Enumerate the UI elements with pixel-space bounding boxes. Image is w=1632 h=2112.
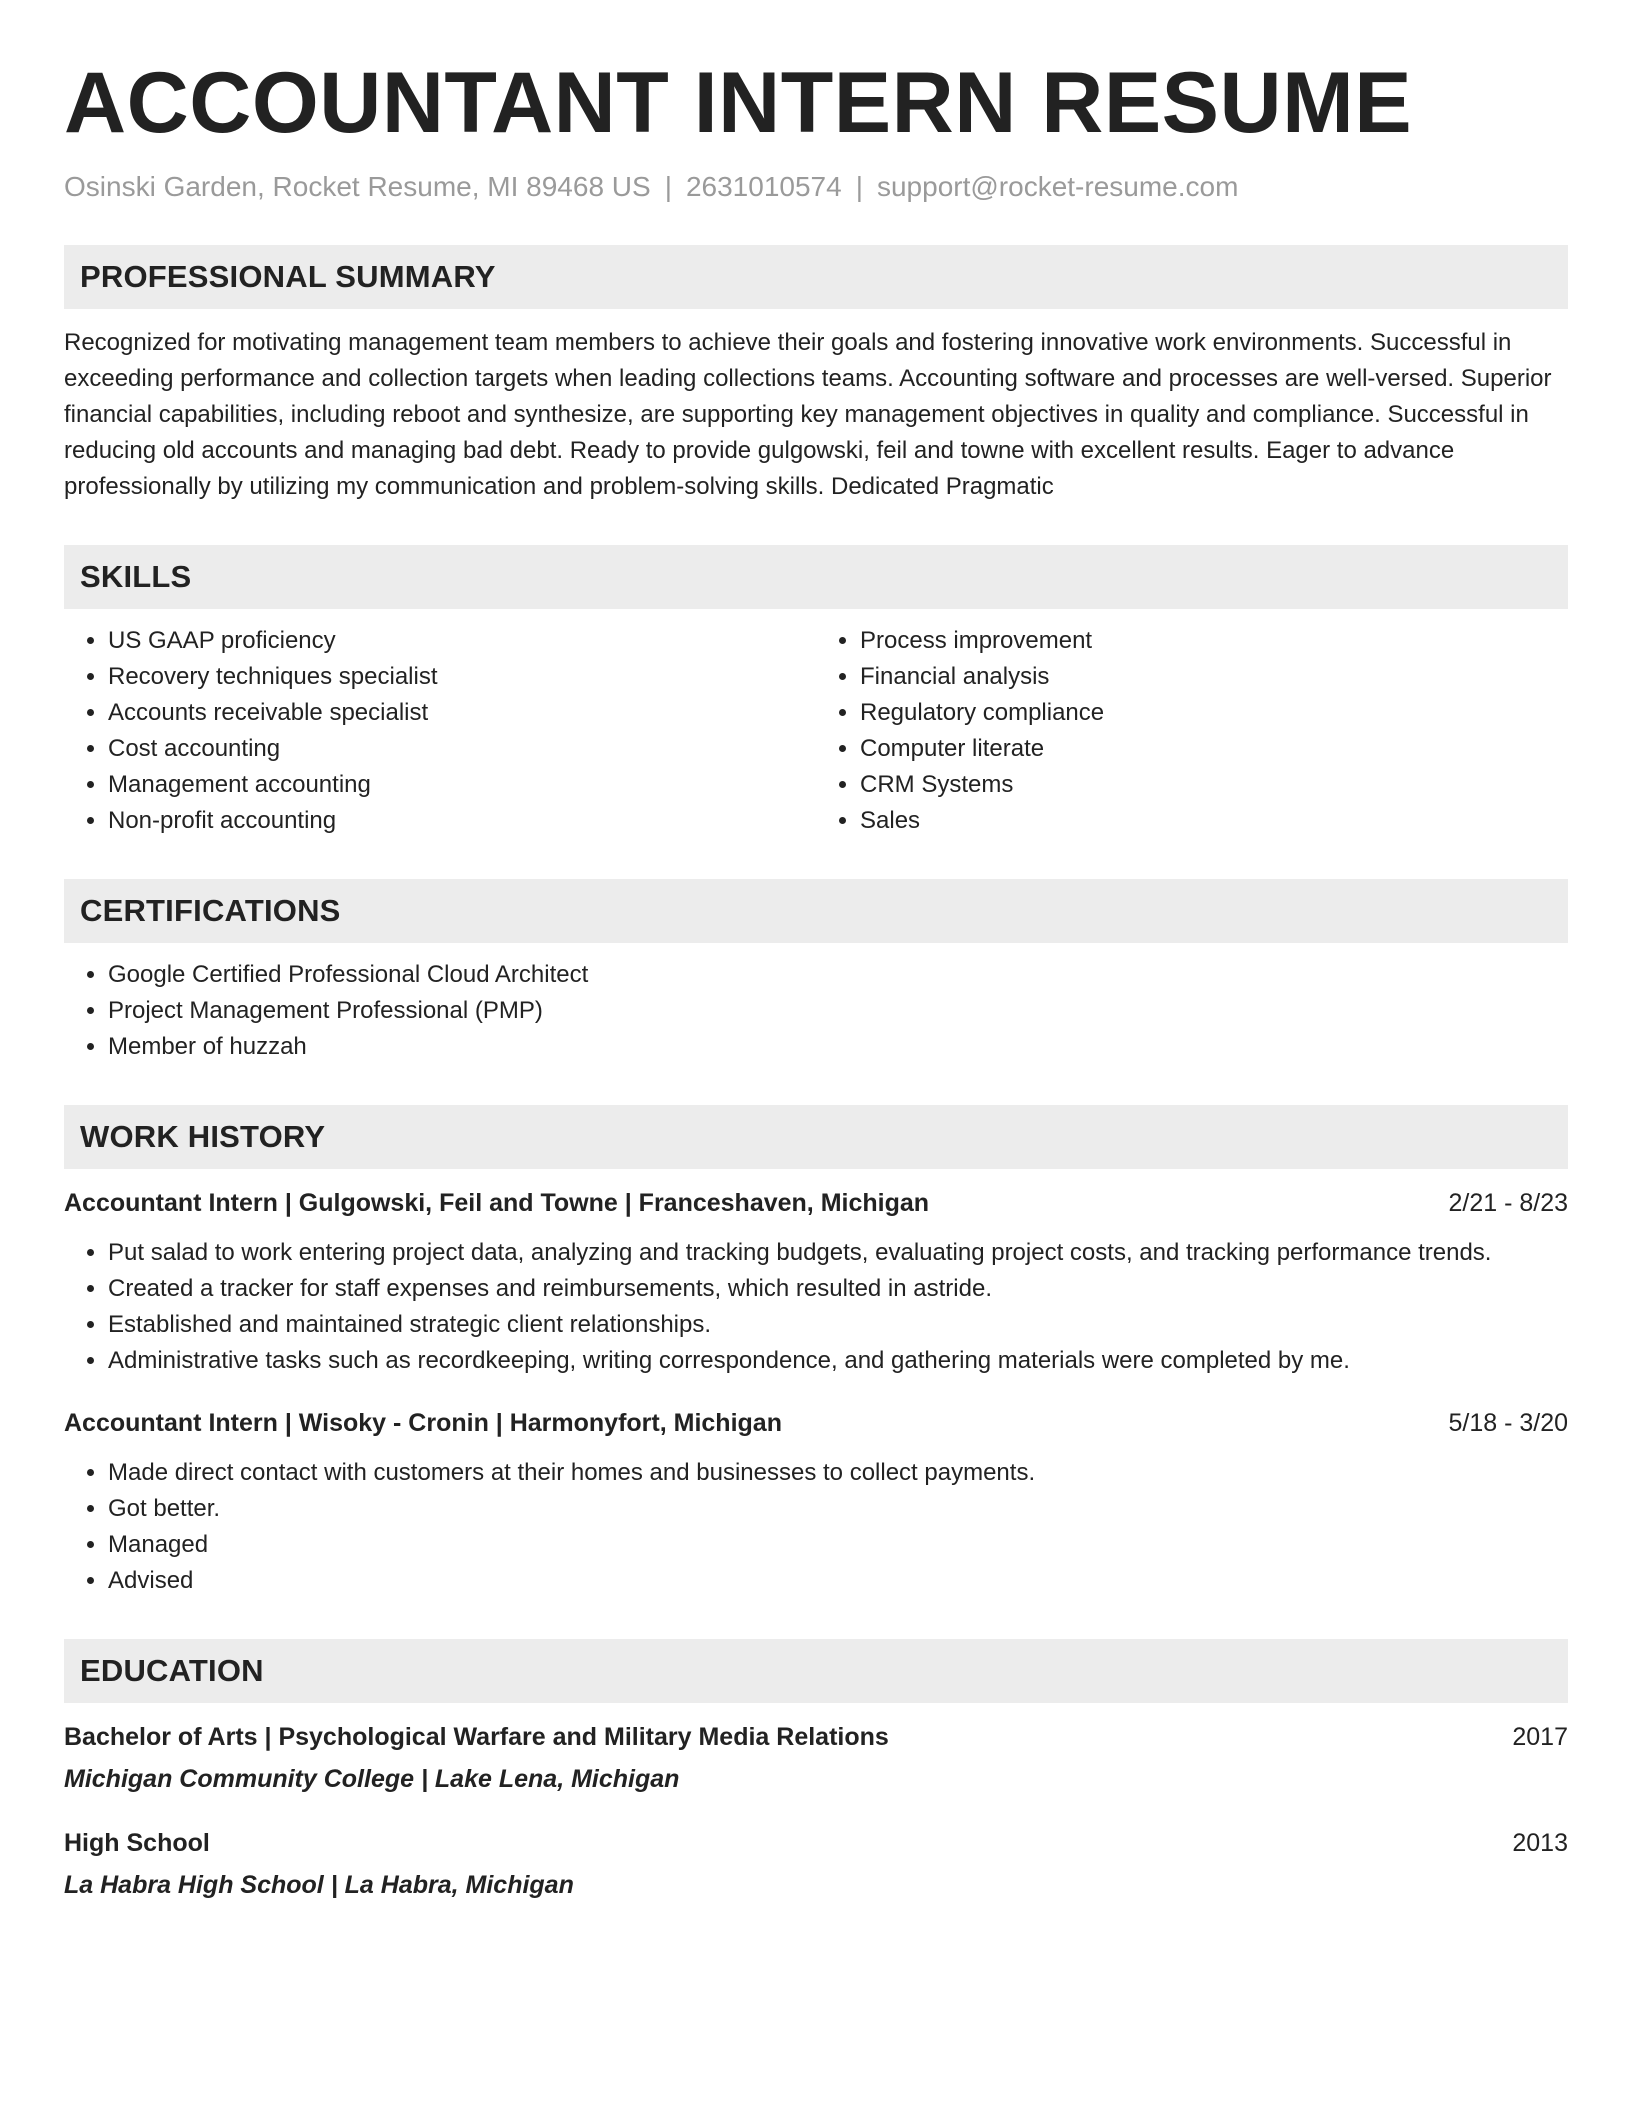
skill-item: • Computer literate <box>860 731 1568 767</box>
section-title-certifications: CERTIFICATIONS <box>80 893 341 929</box>
section-title-work-history: WORK HISTORY <box>80 1119 326 1155</box>
resume-title: ACCOUNTANT INTERN RESUME <box>64 55 1413 151</box>
skill-item: • Recovery techniques specialist <box>108 659 816 695</box>
skill-item: • US GAAP proficiency <box>108 623 816 659</box>
section-summary <box>64 245 1568 505</box>
skill-item: • Process improvement <box>860 623 1568 659</box>
job-bullet: • Put salad to work entering project data, analyzing and tracking budgets, evaluating project costs, and tracking performance trends. <box>108 1235 1568 1271</box>
section-header-work-history <box>64 1105 1568 1169</box>
skills-list-right <box>816 623 1568 839</box>
education-school: La Habra High School | La Habra, Michigan <box>64 1871 574 1900</box>
education-header <box>64 1825 1568 1861</box>
education-school: Michigan Community College | Lake Lena, Michigan <box>64 1765 680 1794</box>
job-bullet: • Created a tracker for staff expenses and reimbursements, which resulted in astride. <box>108 1271 1568 1307</box>
job-bullet: • Administrative tasks such as recordkeeping, writing correspondence, and gathering materials were completed by me. <box>108 1343 1568 1379</box>
contact-email: support@rocket-resume.com <box>876 170 1239 202</box>
section-title-education: EDUCATION <box>80 1653 264 1689</box>
education-year: 2013 <box>1512 1829 1568 1858</box>
job-entry <box>64 1405 1568 1599</box>
summary-text: Recognized for motivating management team members to achieve their goals and fostering innovative work environments. Successful in exceeding performance and collection targets when leading collections teams. Accounting software and processes are well-versed. Superior financial capabilities, including reboot and synthesize, are supporting key management objectives in quality and compliance. Successful in reducing old accounts and managing bad debt. Ready to provide gulgowski, feil and towne with excellent results. Eager to advance professionally by utilizing my communication and problem-solving skills. Dedicated Pragmatic <box>64 329 1552 501</box>
job-entry <box>64 1185 1568 1379</box>
section-title-summary: PROFESSIONAL SUMMARY <box>80 259 496 295</box>
skill-item: • Sales <box>860 803 1568 839</box>
job-bullet: • Managed <box>108 1527 1568 1563</box>
education-degree: Bachelor of Arts | Psychological Warfare and Military Media Relations <box>64 1723 889 1752</box>
section-header-skills <box>64 545 1568 609</box>
certification-item: • Project Management Professional (PMP) <box>108 993 1568 1029</box>
contact-separator: | <box>855 170 863 202</box>
section-header-education <box>64 1639 1568 1703</box>
section-work-history <box>64 1105 1568 1599</box>
contact-phone: 2631010574 <box>685 170 842 202</box>
skill-item: • Accounts receivable specialist <box>108 695 816 731</box>
job-bullets <box>64 1235 1568 1379</box>
job-dates: 2/21 - 8/23 <box>1448 1189 1568 1218</box>
skill-item: • Cost accounting <box>108 731 816 767</box>
job-bullet: • Advised <box>108 1563 1568 1599</box>
certification-item: • Member of huzzah <box>108 1029 1568 1065</box>
skill-item: • CRM Systems <box>860 767 1568 803</box>
education-degree: High School <box>64 1829 210 1858</box>
skill-item: • Management accounting <box>108 767 816 803</box>
section-header-summary <box>64 245 1568 309</box>
contact-address: Osinski Garden, Rocket Resume, MI 89468 US <box>64 170 651 202</box>
job-header <box>64 1405 1568 1441</box>
skill-item: • Financial analysis <box>860 659 1568 695</box>
contact-line <box>64 169 1568 205</box>
section-header-certifications <box>64 879 1568 943</box>
job-bullet: • Got better. <box>108 1491 1568 1527</box>
job-dates: 5/18 - 3/20 <box>1448 1409 1568 1438</box>
skill-item: • Regulatory compliance <box>860 695 1568 731</box>
job-bullet: • Made direct contact with customers at their homes and businesses to collect payments. <box>108 1455 1568 1491</box>
job-title: Accountant Intern | Wisoky - Cronin | Harmonyfort, Michigan <box>64 1409 782 1438</box>
skills-list-left <box>64 623 816 839</box>
education-entry <box>64 1825 1568 1905</box>
section-certifications <box>64 879 1568 1065</box>
education-header <box>64 1719 1568 1755</box>
education-year: 2017 <box>1512 1723 1568 1752</box>
section-education <box>64 1639 1568 1905</box>
contact-separator: | <box>664 170 672 202</box>
certification-item: • Google Certified Professional Cloud Architect <box>108 957 1568 993</box>
skills-grid <box>64 623 1568 839</box>
skill-item: • Non-profit accounting <box>108 803 816 839</box>
job-header <box>64 1185 1568 1221</box>
section-title-skills: SKILLS <box>80 559 192 595</box>
section-skills <box>64 545 1568 839</box>
job-bullets <box>64 1455 1568 1599</box>
job-title: Accountant Intern | Gulgowski, Feil and Towne | Franceshaven, Michigan <box>64 1189 930 1218</box>
education-entry <box>64 1719 1568 1799</box>
job-bullet: • Established and maintained strategic client relationships. <box>108 1307 1568 1343</box>
certifications-list <box>64 957 1568 1065</box>
